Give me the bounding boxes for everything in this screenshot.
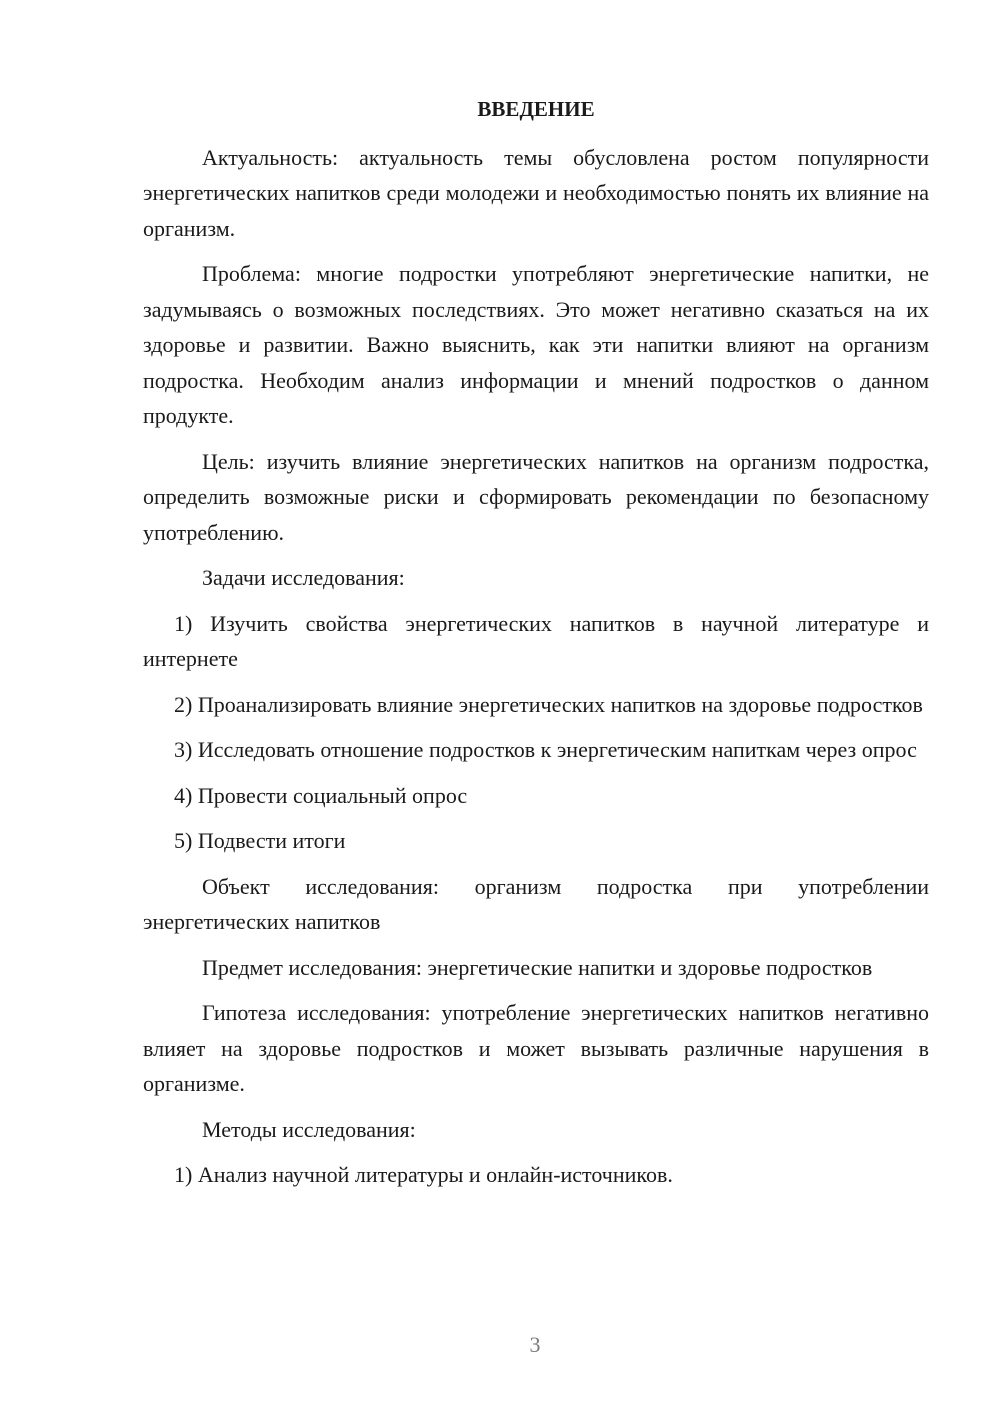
method-item: 1) Анализ научной литературы и онлайн-источников. [174,1162,673,1187]
document-page [143,92,929,1203]
section-title: ВВЕДЕНИЕ [477,97,595,121]
methods-heading: Методы исследования: [202,1116,416,1142]
problem-paragraph: Проблема: многие подростки употребляют энергетические напитки, не задумываясь о возможных последствиях. Это может негативно сказаться на их здоровье и развитии. Важно выяснить, как эти напитки влияют на организм подростка. Необходим анализ информации и мнений подростков о данном продукте. [143,261,929,428]
task-item: 2) Проанализировать влияние энергетических напитков на здоровье подростков [174,691,923,717]
task-item: 1) Изучить свойства энергетических напитков в научной литературе и интернете [143,610,929,671]
object-paragraph: Объект исследования: организм подростка при употреблении энергетических напитков [143,873,929,934]
page-number: 3 [529,1332,541,1357]
subject-paragraph: Предмет исследования: энергетические напитки и здоровье подростков [202,954,873,980]
tasks-heading: Задачи исследования: [202,565,405,590]
relevance-paragraph: Актуальность: актуальность темы обусловлена ростом популярности энергетических напитков среди молодежи и необходимостью понять их влияние на организм. [143,144,929,241]
task-item: 5) Подвести итоги [174,828,346,853]
hypothesis-paragraph: Гипотеза исследования: употребление энергетических напитков негативно влияет на здоровье подростков и может вызывать различные нарушения в организме. [143,1000,929,1096]
goal-paragraph: Цель: изучить влияние энергетических напитков на организм подростка, определить возможные риски и сформировать рекомендации по безопасному употреблению. [143,448,929,545]
task-item: 4) Провести социальный опрос [174,782,468,808]
task-item: 3) Исследовать отношение подростков к энергетическим напиткам через опрос [174,737,917,762]
